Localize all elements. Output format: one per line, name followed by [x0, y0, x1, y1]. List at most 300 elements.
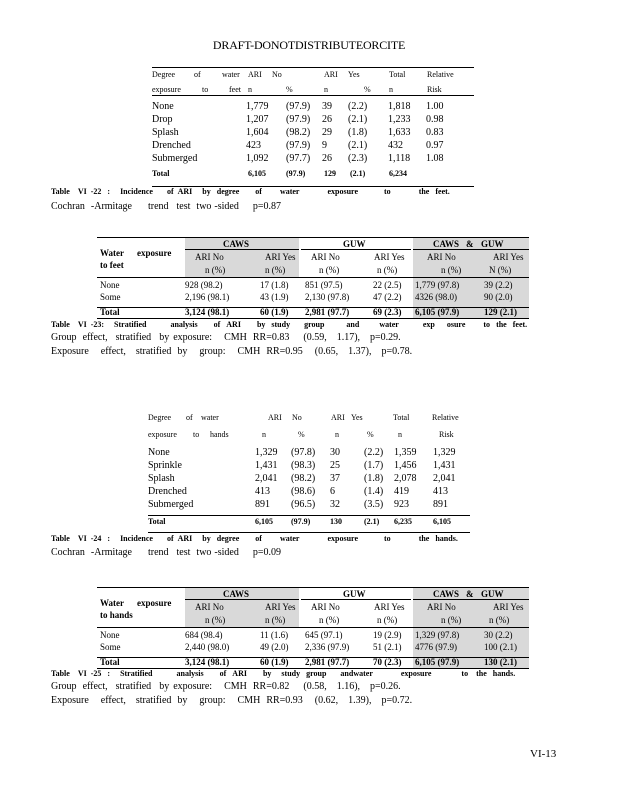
table-cell: None — [100, 280, 120, 290]
subheader: ARI No — [311, 602, 340, 612]
header-cell: Yes — [348, 70, 360, 79]
table-cell: 37 — [330, 473, 340, 484]
caption-word: water — [379, 320, 399, 329]
caption-word: exposure: — [173, 332, 213, 343]
caption-word: -Armitage — [90, 201, 132, 212]
header-cell: feet — [229, 85, 241, 94]
table-cell: 419 — [394, 486, 409, 497]
header-cell: n — [335, 430, 339, 439]
table-cell: 11 (1.6) — [260, 630, 289, 640]
total-cell: 3,124 (98.1) — [185, 307, 230, 317]
caption-word: of — [213, 320, 221, 329]
caption-word: -23: — [90, 320, 105, 329]
total-cell: 70 (2.3) — [373, 657, 402, 667]
caption-word: p=0.78. — [381, 346, 413, 357]
table-cell: 49 (2.0) — [260, 642, 289, 652]
caption-word: VI — [77, 534, 87, 543]
caption-word: Table — [51, 320, 70, 329]
exposure-effect-result — [51, 695, 418, 706]
table-cell: 2,440 (98.0) — [185, 642, 230, 652]
table-cell: 1,431 — [255, 460, 278, 471]
subheader: n (%) — [265, 265, 286, 275]
table-cell: (1.7) — [364, 460, 384, 471]
caption-word: p=0.87 — [252, 201, 282, 212]
total-cell: 6,105 — [433, 517, 451, 526]
total-cell: 129 (2.1) — [484, 307, 517, 317]
subheader: ARI Yes — [374, 602, 405, 612]
table-cell: (1.4) — [364, 486, 384, 497]
table-total-row — [152, 167, 474, 180]
caption-word: feet. — [435, 187, 450, 196]
subheader: ARI No — [427, 252, 456, 262]
caption-word: of — [219, 669, 227, 678]
caption-word: of — [166, 534, 174, 543]
header-cell: n — [324, 85, 328, 94]
header-cell: % — [364, 85, 371, 94]
caption-word: Cochran — [51, 547, 85, 558]
caption-word: (0.65, — [314, 346, 339, 357]
caption-word: Incidence — [120, 534, 153, 543]
subheader: ARI No — [195, 252, 224, 262]
table-hands-stratified — [97, 587, 529, 669]
caption-word: stratified — [115, 332, 152, 343]
table-cell: 423 — [246, 140, 261, 151]
header-cell: Relative — [432, 413, 459, 422]
table-header-rule — [152, 95, 474, 96]
header-cell: water — [222, 70, 240, 79]
header-cell: to — [202, 85, 209, 94]
table-caption — [51, 187, 456, 196]
total-cell: Total — [152, 169, 170, 178]
total-cell: 130 (2.1) — [484, 657, 517, 667]
table-cell: Some — [100, 642, 121, 652]
caption-word: analysis — [176, 669, 204, 678]
caption-word: 1.16), — [336, 681, 361, 692]
caption-word: study — [281, 669, 301, 678]
table-header-rule — [97, 277, 529, 278]
caption-word: Cochran — [51, 201, 85, 212]
table-cell: 51 (2.1) — [373, 642, 402, 652]
header-cell: water — [201, 413, 219, 422]
header-cell: Risk — [439, 430, 454, 439]
table-row — [148, 459, 470, 472]
caption-word: to — [483, 320, 491, 329]
caption-word: ARI — [226, 320, 241, 329]
header-cell: ARI — [324, 70, 338, 79]
caption-word: degree — [216, 534, 240, 543]
header-cell: n — [389, 85, 393, 94]
table-caption — [51, 320, 533, 329]
header-cell: Yes — [351, 413, 363, 422]
caption-word: ARI — [177, 187, 193, 196]
table-cell: (2.3) — [348, 153, 368, 164]
header-cell: n — [262, 430, 266, 439]
table-hands-degree — [148, 408, 470, 528]
caption-word: : — [107, 534, 111, 543]
table-cell: 4326 (98.0) — [415, 292, 457, 302]
caption-word: group — [304, 320, 325, 329]
caption-word: degree — [216, 187, 240, 196]
table-cell: Submerged — [152, 153, 198, 164]
caption-word: (0.59, — [303, 332, 327, 343]
caption-word: ARI — [177, 534, 193, 543]
group-header: & — [466, 589, 474, 599]
header-cell: Risk — [427, 85, 442, 94]
total-cell: 2,981 (97.7) — [305, 307, 350, 317]
trend-test-result — [51, 201, 287, 212]
caption-word: Table — [51, 187, 70, 196]
table-caption — [51, 534, 464, 543]
table-row — [148, 472, 470, 485]
table-cell: 29 — [322, 127, 332, 138]
subheader: n (%) — [377, 265, 398, 275]
table-cell: 1,431 — [433, 460, 456, 471]
table-cell: 645 (97.1) — [305, 630, 343, 640]
table-cell: Drop — [152, 114, 173, 125]
caption-word: the — [418, 187, 430, 196]
table-feet-degree — [152, 62, 474, 180]
caption-word: by — [177, 346, 188, 357]
caption-word: p=0.09 — [252, 547, 282, 558]
group-header: CAWS — [223, 239, 250, 249]
subheader: ARI No — [195, 602, 224, 612]
caption-word: Exposure — [51, 346, 89, 357]
header-cell: % — [367, 430, 374, 439]
table-cell: 413 — [433, 486, 448, 497]
caption-word: the — [418, 534, 430, 543]
caption-word: Group — [51, 332, 77, 343]
table-cell: 1,329 — [433, 447, 456, 458]
total-cell: 60 (1.9) — [260, 657, 289, 667]
caption-word: -22 — [90, 187, 102, 196]
header-cell: ARI — [268, 413, 282, 422]
caption-word: andwater — [340, 669, 373, 678]
caption-word: two — [196, 547, 212, 558]
table-cell: 1,359 — [394, 447, 417, 458]
caption-word: CMH — [237, 695, 261, 706]
table-cell: 1,604 — [246, 127, 269, 138]
table-row — [152, 139, 474, 152]
table-cell: 2,041 — [433, 473, 456, 484]
table-cell: 30 — [330, 447, 340, 458]
table-group-rule — [185, 599, 299, 600]
group-header: GUW — [343, 239, 366, 249]
table-total-row — [148, 515, 470, 528]
caption-word: by — [159, 332, 170, 343]
header-cell: % — [298, 430, 305, 439]
caption-word: by — [202, 534, 211, 543]
caption-word: RR=0.95 — [266, 346, 303, 357]
table-cell: None — [100, 630, 120, 640]
row-header-label: Water — [100, 248, 124, 258]
table-cell: 32 — [330, 499, 340, 510]
caption-word: analysis — [170, 320, 198, 329]
header-cell: n — [398, 430, 402, 439]
total-cell: 60 (1.9) — [260, 307, 289, 317]
caption-word: test — [176, 201, 191, 212]
caption-word: hands. — [435, 534, 458, 543]
table-row — [152, 100, 474, 113]
subheader: ARI Yes — [374, 252, 405, 262]
subheader: N (%) — [489, 265, 512, 275]
caption-word: : — [107, 669, 111, 678]
group-effect-result — [51, 681, 407, 692]
subheader: n (%) — [441, 615, 462, 625]
row-header-label: exposure — [137, 248, 172, 258]
total-cell: Total — [100, 657, 120, 667]
subheader: ARI Yes — [493, 252, 524, 262]
caption-word: 1.17), — [336, 332, 361, 343]
table-group-rule — [301, 249, 411, 250]
caption-word: CMH — [224, 332, 247, 343]
caption-word: trend — [147, 201, 169, 212]
table-cell: 26 — [322, 153, 332, 164]
subheader: n (%) — [205, 265, 226, 275]
caption-word: by — [256, 320, 266, 329]
caption-word: by — [262, 669, 272, 678]
caption-word: VI — [77, 187, 87, 196]
caption-word: effect, — [82, 681, 108, 692]
total-cell: 2,981 (97.7) — [305, 657, 350, 667]
table-cell: 0.83 — [426, 127, 444, 138]
table-cell: Some — [100, 292, 121, 302]
caption-word: to — [384, 534, 391, 543]
header-cell: ARI — [331, 413, 345, 422]
header-cell: hands — [210, 430, 229, 439]
table-cell: 22 (2.5) — [373, 280, 402, 290]
table-cell: 2,078 — [394, 473, 417, 484]
caption-word: test — [176, 547, 191, 558]
caption-word: -25 — [90, 669, 102, 678]
table-cell: 4776 (97.9) — [415, 642, 457, 652]
caption-word: CMH — [224, 681, 247, 692]
subheader: n (%) — [489, 615, 510, 625]
table-cell: (98.3) — [291, 460, 316, 471]
caption-word: hands. — [492, 669, 516, 678]
group-header: & — [466, 239, 474, 249]
header-cell: Degree — [148, 413, 172, 422]
table-header-rule — [97, 627, 529, 628]
group-header: GUW — [481, 589, 504, 599]
caption-word: 1.37), — [348, 346, 372, 357]
table-cell: 0.98 — [426, 114, 444, 125]
group-header: CAWS — [223, 589, 250, 599]
table-cell: 684 (98.4) — [185, 630, 223, 640]
table-cell: 1.08 — [426, 153, 444, 164]
caption-word: (0.58, — [303, 681, 327, 692]
table-cell: 891 — [433, 499, 448, 510]
total-cell: 6,105 — [255, 517, 273, 526]
caption-word: -Armitage — [90, 547, 132, 558]
total-cell: 6,235 — [394, 517, 412, 526]
caption-word: by — [159, 681, 170, 692]
table-row — [152, 126, 474, 139]
caption-word: -sided — [214, 201, 239, 212]
total-cell: (2.1) — [364, 517, 380, 526]
table-cell: 30 (2.2) — [484, 630, 513, 640]
caption-word: RR=0.93 — [266, 695, 303, 706]
table-cell: Submerged — [148, 499, 194, 510]
total-cell: (2.1) — [350, 169, 366, 178]
table-cell: 17 (1.8) — [260, 280, 289, 290]
caption-word: stratified — [135, 695, 172, 706]
table-cell: 1,456 — [394, 460, 417, 471]
caption-word: exposure — [327, 187, 359, 196]
caption-word: -24 — [90, 534, 102, 543]
table-cell: (97.9) — [286, 140, 311, 151]
caption-word: 1.39), — [348, 695, 372, 706]
caption-word: water — [279, 187, 300, 196]
subheader: n (%) — [319, 615, 340, 625]
caption-word: Incidence — [120, 187, 153, 196]
table-cell: 851 (97.5) — [305, 280, 343, 290]
caption-word: exposure — [327, 534, 359, 543]
table-group-rule — [301, 599, 411, 600]
caption-word: by — [177, 695, 188, 706]
table-cell: 2,336 (97.9) — [305, 642, 350, 652]
table-cell: (97.8) — [291, 447, 316, 458]
row-header-label: Water — [100, 598, 124, 608]
table-cell: Drenched — [152, 140, 191, 151]
caption-word: ARI — [232, 669, 247, 678]
caption-word: of — [255, 187, 262, 196]
table-cell: 1,092 — [246, 153, 269, 164]
table-cell: 9 — [322, 140, 327, 151]
table-cell: 39 — [322, 101, 332, 112]
table-cell: 1,779 — [246, 101, 269, 112]
caption-word: feet. — [512, 320, 528, 329]
caption-word: RR=0.82 — [252, 681, 290, 692]
table-cell: None — [148, 447, 170, 458]
row-header-label: to hands — [100, 610, 133, 620]
table-cell: (2.1) — [348, 140, 368, 151]
total-cell: 6,234 — [389, 169, 407, 178]
caption-word: VI — [77, 320, 87, 329]
caption-word: : — [107, 187, 111, 196]
table-cell: 6 — [330, 486, 335, 497]
header-cell: exposure — [148, 430, 177, 439]
caption-word: Table — [51, 669, 70, 678]
caption-word: effect, — [100, 695, 126, 706]
subheader: n (%) — [377, 615, 398, 625]
header-cell: Total — [393, 413, 410, 422]
caption-word: of — [255, 534, 262, 543]
caption-word: the — [476, 669, 487, 678]
caption-word: trend — [147, 547, 169, 558]
table-header-row — [148, 412, 470, 425]
table-cell: 1.00 — [426, 101, 444, 112]
table-group-rule — [185, 249, 299, 250]
table-cell: 1,329 (97.8) — [415, 630, 460, 640]
caption-word: water — [279, 534, 300, 543]
caption-word: to — [384, 187, 391, 196]
subheader: n (%) — [265, 615, 286, 625]
header-cell: No — [292, 413, 302, 422]
table-cell: 2,130 (97.8) — [305, 292, 350, 302]
table-cell: 1,818 — [388, 101, 411, 112]
header-cell: exposure — [152, 85, 181, 94]
caption-word: of — [166, 187, 174, 196]
caption-word: p=0.26. — [370, 681, 401, 692]
table-top-rule — [152, 67, 474, 68]
table-cell: (98.2) — [291, 473, 316, 484]
table-cell: 2,196 (98.1) — [185, 292, 230, 302]
table-cell: (2.2) — [348, 101, 368, 112]
table-cell: 1,329 — [255, 447, 278, 458]
subheader: ARI Yes — [265, 252, 296, 262]
total-cell: Total — [100, 307, 120, 317]
table-row — [148, 498, 470, 511]
table-cell: 413 — [255, 486, 270, 497]
header-cell: to — [193, 430, 200, 439]
header-cell: Relative — [427, 70, 454, 79]
total-cell: 6,105 (97.9) — [415, 307, 460, 317]
table-feet-stratified — [97, 237, 529, 319]
total-cell: 6,105 (97.9) — [415, 657, 460, 667]
caption-word: to — [461, 669, 469, 678]
caption-word: stratified — [115, 681, 152, 692]
table-cell: 25 — [330, 460, 340, 471]
table-caption — [51, 669, 521, 678]
total-cell: 130 — [330, 517, 342, 526]
exposure-effect-result — [51, 346, 418, 357]
table-bottom-rule — [148, 532, 470, 533]
total-cell: 69 (2.3) — [373, 307, 402, 317]
table-group-rule — [413, 599, 529, 600]
caption-word: group: — [199, 346, 226, 357]
header-cell: Total — [389, 70, 406, 79]
header-cell: No — [272, 70, 282, 79]
total-cell: (97.9) — [291, 517, 311, 526]
row-header-label: exposure — [137, 598, 172, 608]
table-header-row — [152, 69, 474, 82]
caption-word: Stratified — [114, 320, 147, 329]
table-cell: 39 (2.2) — [484, 280, 513, 290]
table-cell: (2.2) — [364, 447, 384, 458]
total-cell: 129 — [324, 169, 336, 178]
header-cell: of — [194, 70, 201, 79]
caption-word: effect, — [100, 346, 126, 357]
subheader: ARI No — [427, 602, 456, 612]
caption-word: Exposure — [51, 695, 89, 706]
table-cell: (97.9) — [286, 101, 311, 112]
total-cell: 3,124 (98.1) — [185, 657, 230, 667]
subheader: ARI Yes — [493, 602, 524, 612]
caption-word: stratified — [135, 346, 172, 357]
header-cell: of — [186, 413, 193, 422]
table-cell: 432 — [388, 140, 403, 151]
caption-word: (0.62, — [314, 695, 339, 706]
caption-word: two — [196, 201, 212, 212]
table-cell: None — [152, 101, 174, 112]
table-cell: 90 (2.0) — [484, 292, 513, 302]
table-cell: (98.6) — [291, 486, 316, 497]
header-cell: n — [248, 85, 252, 94]
caption-word: RR=0.83 — [252, 332, 290, 343]
table-cell: 47 (2.2) — [373, 292, 402, 302]
table-cell: (2.1) — [348, 114, 368, 125]
caption-word: group — [306, 669, 327, 678]
header-cell: ARI — [248, 70, 262, 79]
subheader: n (%) — [205, 615, 226, 625]
table-cell: (97.9) — [286, 114, 311, 125]
subheader: ARI No — [311, 252, 340, 262]
table-row — [148, 485, 470, 498]
caption-word: and — [346, 320, 360, 329]
table-cell: (3.5) — [364, 499, 384, 510]
caption-word: p=0.29. — [370, 332, 401, 343]
caption-word: Table — [51, 534, 70, 543]
